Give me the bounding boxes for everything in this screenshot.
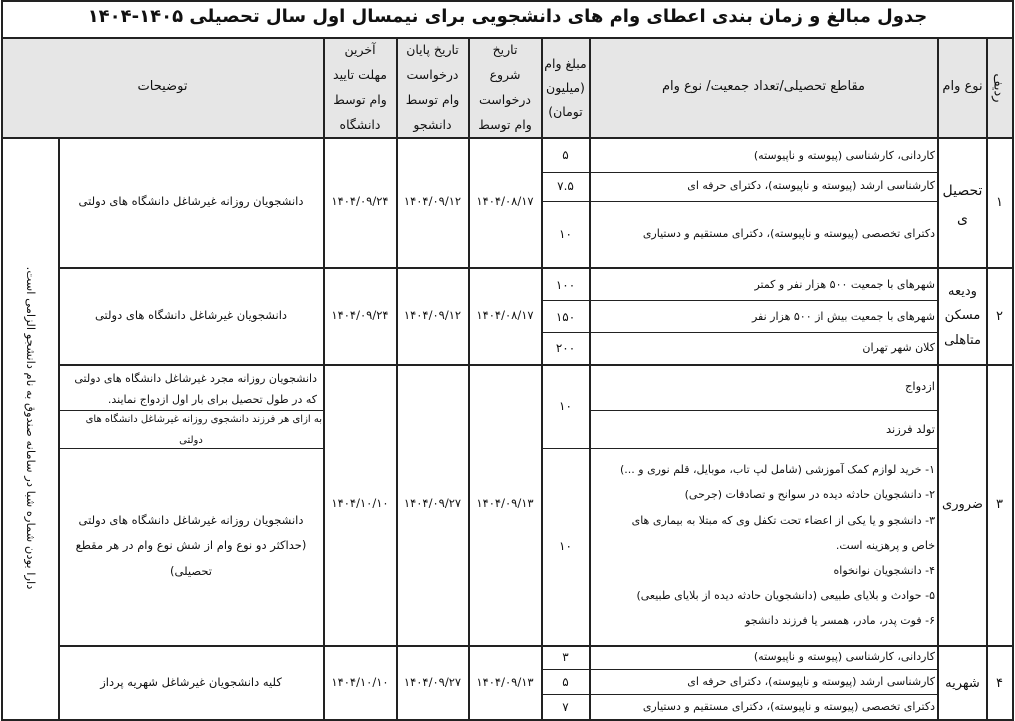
row3-list-item-3-cont: خاص و پرهزینه است. — [835, 539, 935, 552]
header-end-l1: تاریخ پایان — [406, 42, 459, 57]
row2-type-l2: مسکن — [944, 308, 981, 323]
frame-top — [1, 0, 1014, 2]
row3-marriage-label: ازدواج — [904, 379, 935, 393]
row2-amount-1: ۱۰۰ — [555, 278, 576, 292]
row3-list-item-6: ۶- فوت پدر، مادر، همسر یا فرزند دانشجو — [745, 614, 935, 627]
row1-deadline-date: ۱۴۰۴/۰۹/۲۴ — [331, 194, 389, 208]
row1-amount-2: ۷.۵ — [557, 179, 574, 193]
row4-start-date: ۱۴۰۴/۰۹/۱۳ — [476, 675, 534, 689]
row2-bottom-line — [58, 364, 1013, 366]
header-loan-type: نوع وام — [942, 79, 983, 94]
row1-level-1: کاردانی، کارشناسی (پیوسته و ناپیوسته) — [753, 149, 935, 162]
row3-bottom-line — [58, 645, 1013, 647]
row3-list-item-4: ۴- دانشجویان نوانخواه — [833, 564, 935, 577]
col-line-start — [468, 37, 470, 720]
row1-amount-3: ۱۰ — [559, 227, 572, 241]
row3-deadline-date: ۱۴۰۴/۱۰/۱۰ — [331, 496, 389, 510]
r3-notes-line-2 — [58, 448, 324, 449]
row3-list-item-3: ۳- دانشجو و یا یکی از اعضاء تحت تکفل وی که مبتلا به بیماری های — [631, 514, 935, 527]
header-bottom-line — [1, 137, 1014, 139]
row1-amount-1: ۵ — [562, 148, 569, 162]
header-amount-l1: مبلغ وام — [544, 56, 587, 71]
col-line-deadline — [323, 37, 325, 720]
row4-amount-2: ۵ — [562, 675, 569, 689]
side-note-sheba: دارا بودن شماره شبا در سامانه صندوق به نام دانشجو الزامی است. — [23, 266, 38, 590]
r3-sub-line-1 — [590, 410, 938, 411]
col-line-amount — [541, 37, 543, 720]
row3-notes-list-l1: دانشجویان روزانه غیرشاغل دانشگاه های دولتی — [78, 513, 304, 527]
page-bottom-line — [1, 719, 1014, 721]
row4-deadline-date: ۱۴۰۴/۱۰/۱۰ — [331, 675, 389, 689]
row1-type-l1: تحصیل — [942, 183, 983, 199]
row3-list-amount: ۱۰ — [559, 539, 572, 553]
header-deadline-l1: آخرین — [344, 42, 376, 57]
header-end-l3: وام توسط — [405, 92, 460, 107]
col-line-end — [396, 37, 398, 720]
col-line-type — [937, 37, 939, 720]
row3-start-date: ۱۴۰۴/۰۹/۱۳ — [476, 496, 534, 510]
row3-notes-child-l1: به ازای هر فرزند دانشجوی روزانه غیرشاغل دانشگاه های — [85, 414, 322, 425]
row3-small-amount: ۱۰ — [559, 399, 572, 413]
row4-level-1: کاردانی، کارشناسی (پیوسته و ناپیوسته) — [753, 650, 935, 663]
row3-list-item-1: ۱- خرید لوازم کمک آموزشی (شامل لپ تاب، موبایل، قلم نوری و ...) — [619, 463, 935, 476]
row2-amount-3: ۲۰۰ — [555, 341, 576, 355]
col-line-levels — [589, 37, 591, 720]
row2-deadline-date: ۱۴۰۴/۰۹/۲۴ — [331, 308, 389, 322]
frame-right — [1012, 0, 1014, 721]
row2-type-l3: متاهلی — [944, 333, 981, 348]
header-notes: توضیحات — [137, 79, 188, 94]
row2-notes: دانشجویان غیرشاغل دانشگاه های دولتی — [94, 308, 288, 322]
r2-sub-line-2 — [542, 332, 938, 333]
row2-number: ۲ — [996, 309, 1003, 324]
row3-type: ضروری — [942, 497, 983, 512]
row3-number: ۳ — [996, 497, 1003, 512]
col-line-notes — [58, 137, 60, 720]
row1-bottom-line — [58, 267, 1013, 269]
header-row-number: ردیف — [990, 73, 1006, 103]
header-end-l4: دانشجو — [413, 117, 452, 132]
r4-sub-line-2 — [542, 694, 938, 695]
row3-list-item-5: ۵- حوادث و بلایای طبیعی (دانشجویان حادثه دیده از بلایای طبیعی) — [636, 589, 935, 602]
row3-list-item-2: ۲- دانشجویان حادثه دیده در سوانح و تصادفات (جرحی) — [684, 488, 935, 501]
r3-sub-line-2 — [542, 448, 938, 449]
col-line-row-no — [986, 37, 988, 720]
row1-level-2: کارشناسی ارشد (پیوسته و ناپیوسته)، دکترای حرفه ای — [687, 179, 935, 192]
header-deadline-l2: مهلت تایید — [333, 67, 387, 82]
header-end-l2: درخواست — [406, 67, 459, 82]
row3-childbirth-label: تولد فرزند — [886, 422, 935, 436]
row2-amount-2: ۱۵۰ — [555, 310, 576, 324]
row1-number: ۱ — [996, 195, 1003, 210]
row1-level-3: دکترای تخصصی (پیوسته و ناپیوسته)، دکترای مستقیم و دستیاری — [642, 227, 935, 240]
r3-notes-line-1 — [58, 410, 324, 411]
row1-start-date: ۱۴۰۴/۰۸/۱۷ — [476, 194, 534, 208]
header-start-l4: وام توسط — [478, 117, 532, 132]
row1-type-l2: ی — [957, 211, 968, 227]
r2-sub-line-1 — [542, 300, 938, 301]
header-amount-l3: تومان) — [548, 104, 583, 119]
header-start-l3: درخواست — [478, 92, 531, 107]
row4-notes: کلیه دانشجویان غیرشاغل شهریه پرداز — [100, 675, 282, 689]
r1-sub-line-1 — [542, 172, 938, 173]
r1-sub-line-2 — [542, 201, 938, 202]
row2-start-date: ۱۴۰۴/۰۸/۱۷ — [476, 308, 534, 322]
row3-end-date: ۱۴۰۴/۰۹/۲۷ — [403, 496, 462, 510]
row1-end-date: ۱۴۰۴/۰۹/۱۲ — [403, 194, 462, 208]
header-amount-l2: (میلیون — [546, 80, 585, 95]
row2-end-date: ۱۴۰۴/۰۹/۱۲ — [403, 308, 462, 322]
row4-type: شهریه — [945, 676, 980, 691]
row4-level-2: کارشناسی ارشد (پیوسته و ناپیوسته)، دکترای حرفه ای — [687, 675, 935, 688]
header-deadline-l3: وام توسط — [333, 92, 387, 107]
row4-amount-1: ۳ — [562, 650, 569, 664]
row2-level-3: کلان شهر تهران — [862, 341, 935, 354]
header-levels: مقاطع تحصیلی/تعداد جمعیت/ نوع وام — [661, 79, 866, 94]
row4-number: ۴ — [996, 676, 1003, 691]
header-start-l1: تاریخ — [492, 42, 518, 57]
row3-notes-marriage-l1: دانشجویان روزانه مجرد غیرشاغل دانشگاه های دولتی — [74, 372, 317, 385]
r4-sub-line-1 — [542, 669, 938, 670]
row4-level-3: دکترای تخصصی (پیوسته و ناپیوسته)، دکترای مستقیم و دستیاری — [642, 700, 935, 713]
row2-type-l1: ودیعه — [948, 284, 977, 299]
frame-left — [1, 0, 3, 721]
row2-level-1: شهرهای با جمعیت ۵۰۰ هزار نفر و کمتر — [754, 278, 935, 291]
row4-amount-3: ۷ — [562, 700, 569, 714]
row3-notes-child-l2: دولتی — [179, 435, 203, 446]
header-deadline-l4: دانشگاه — [339, 117, 381, 132]
row2-level-2: شهرهای با جمعیت بیش از ۵۰۰ هزار نفر — [751, 310, 935, 323]
row3-notes-list-l3: تحصیلی) — [170, 564, 212, 578]
row1-notes: دانشجویان روزانه غیرشاغل دانشگاه های دولتی — [78, 194, 304, 208]
page-title: جدول مبالغ و زمان بندی اعطای وام های دانشجویی برای نیمسال اول سال تحصیلی ۱۴۰۵-۱۴۰۴ — [87, 6, 928, 27]
row3-notes-list-l2: (حداکثر دو نوع وام از شش نوع وام در هر مقطع — [75, 538, 307, 552]
row3-notes-marriage-l2: که در طول تحصیل برای بار اول ازدواج نمایند. — [107, 393, 317, 406]
row4-end-date: ۱۴۰۴/۰۹/۲۷ — [403, 675, 462, 689]
title-bottom-line — [1, 37, 1014, 39]
header-start-l2: شروع — [489, 67, 521, 82]
